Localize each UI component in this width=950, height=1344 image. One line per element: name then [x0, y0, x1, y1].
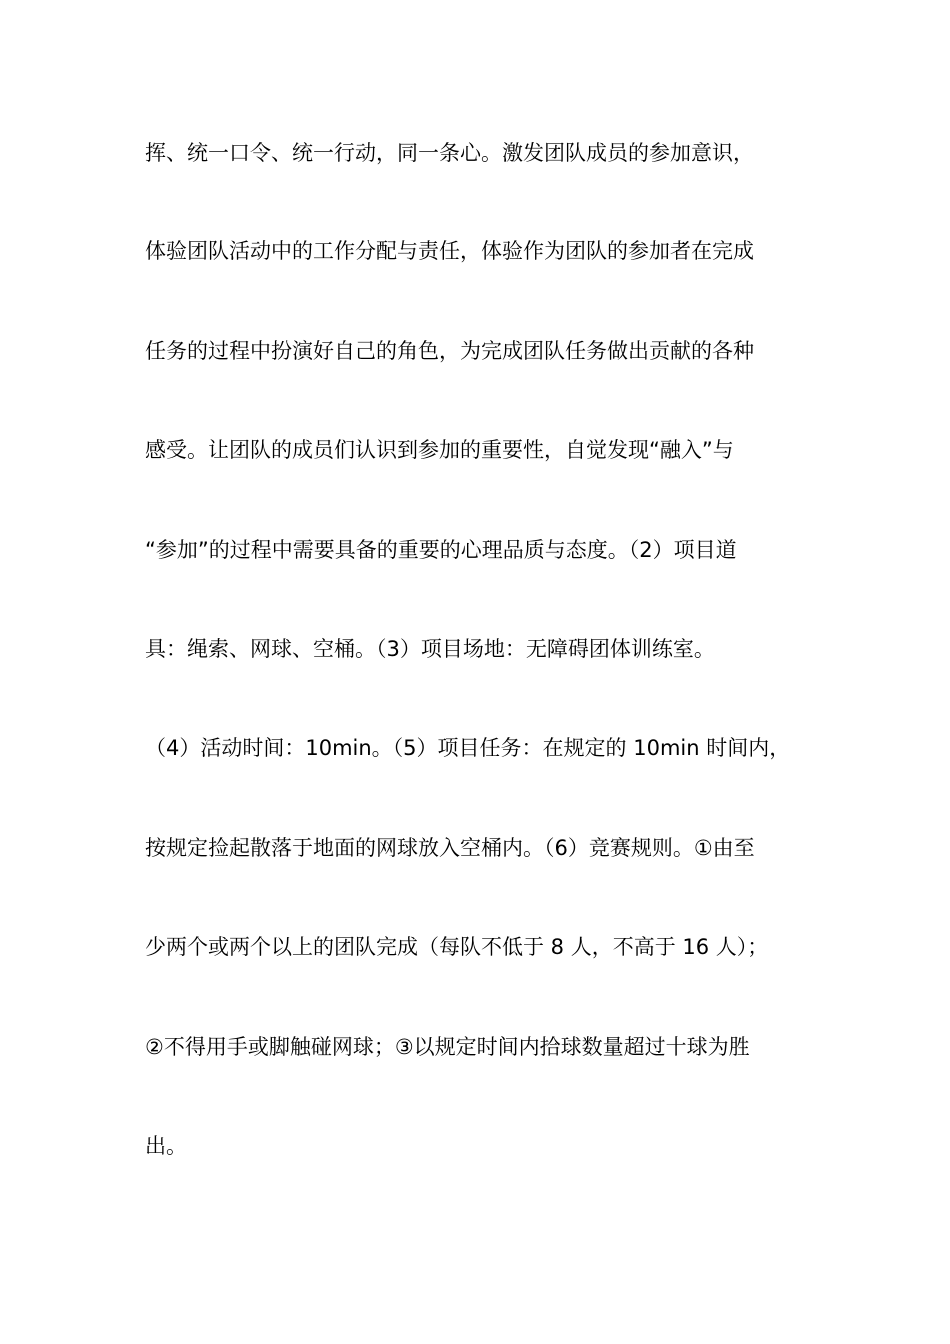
- text-line: 按规定捡起散落于地面的网球放入空桶内。（6）竞赛规则。①由至: [145, 836, 755, 860]
- text-line: 感受。让团队的成员们认识到参加的重要性，自觉发现“融入”与: [145, 438, 734, 462]
- text-line: 少两个或两个以上的团队完成（每队不低于 8 人，不高于 16 人）；: [145, 935, 769, 959]
- text-line: （4）活动时间：10min。（5）项目任务：在规定的 10min 时间内，: [145, 736, 791, 760]
- text-line: ②不得用手或脚触碰网球；③以规定时间内拾球数量超过十球为胜: [145, 1035, 750, 1059]
- text-line: 任务的过程中扮演好自己的角色，为完成团队任务做出贡献的各种: [145, 339, 754, 363]
- text-line: “参加”的过程中需要具备的重要的心理品质与态度。（2）项目道: [145, 538, 737, 562]
- text-line: 挥、统一口令、统一行动，同一条心。激发团队成员的参加意识，: [145, 141, 754, 165]
- text-line: 出。: [145, 1134, 187, 1158]
- text-line: 具：绳索、网球、空桶。（3）项目场地：无障碍团体训练室。: [145, 637, 715, 661]
- text-line: 体验团队活动中的工作分配与责任，体验作为团队的参加者在完成: [145, 239, 754, 263]
